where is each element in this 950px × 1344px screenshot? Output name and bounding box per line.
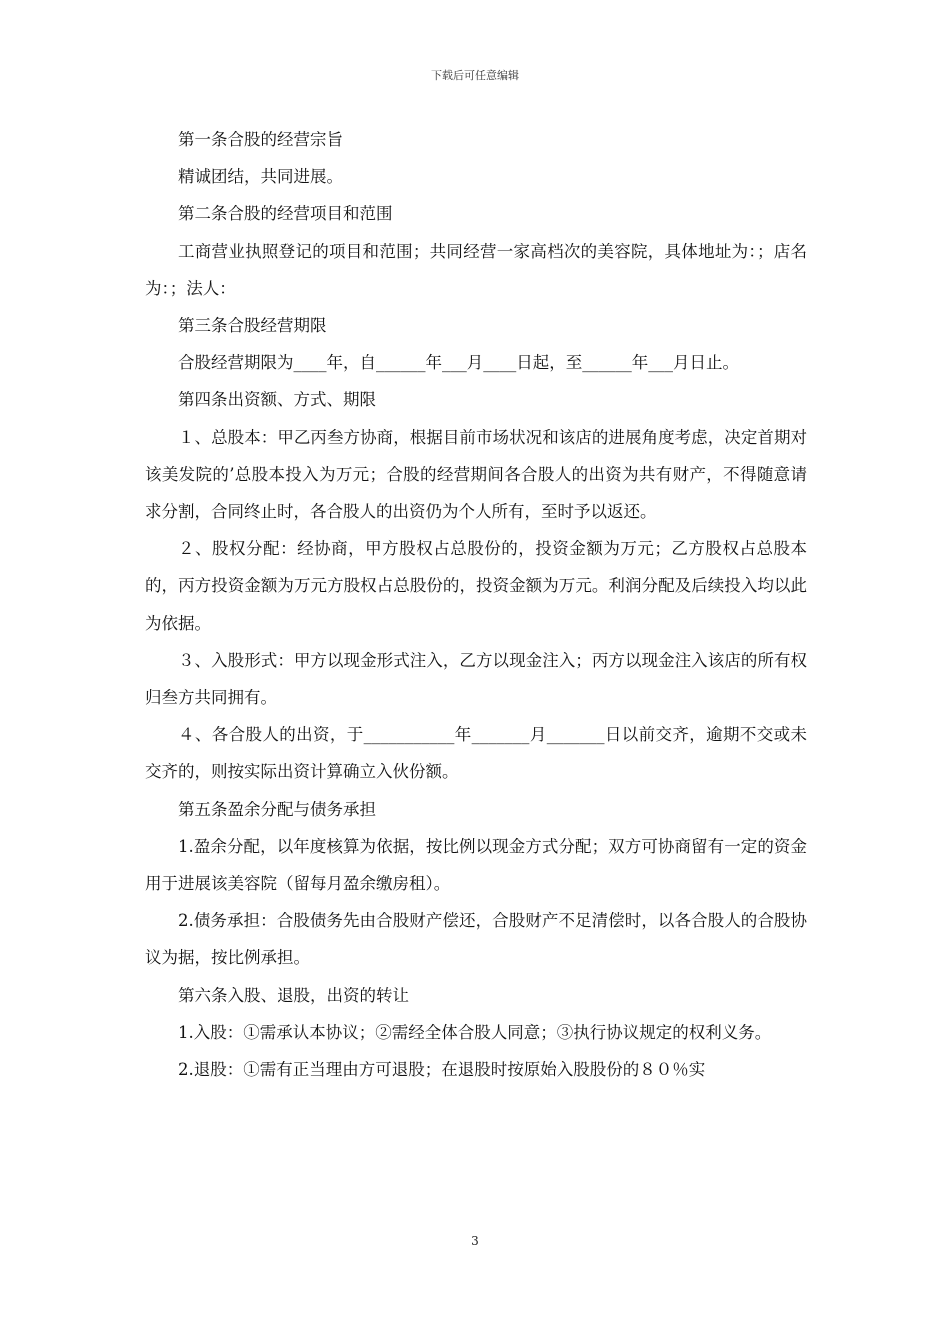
article-2-heading: 第二条合股的经营项目和范围	[178, 204, 393, 224]
article-4-heading: 第四条出资额、方式、期限	[178, 390, 376, 410]
article-4-item-3: ３、入股形式：甲方以现金形式注入，乙方以现金注入；丙方以现金注入该店的所有权归叁方共同拥有。	[145, 650, 807, 708]
page-header: 下载后可任意编辑	[431, 69, 519, 82]
article-5-item-2: 2.债务承担：合股债务先由合股财产偿还，合股财产不足清偿时，以各合股人的合股协议为据，按比例承担。	[145, 911, 807, 968]
document-body	[145, 121, 807, 1088]
article-6-item-1: 1.入股：①需承认本协议；②需经全体合股人同意；③执行协议规定的权利义务。	[178, 1022, 772, 1042]
article-3-text: 合股经营期限为____年，自______年___月____日起，至______年___月日止。	[178, 353, 739, 373]
article-1-heading: 第一条合股的经营宗旨	[178, 130, 343, 149]
article-5-heading: 第五条盈余分配与债务承担	[178, 799, 376, 819]
article-6-heading: 第六条入股、退股，出资的转让	[178, 985, 409, 1005]
article-2-text: 工商营业执照登记的项目和范围；共同经营一家高档次的美容院，具体地址为：；店名为：；法人：	[145, 241, 807, 298]
article-4-item-4: ４、各合股人的出资，于___________年_______月_______日以前交齐，逾期不交或未交齐的，则按实际出资计算确立入伙份额。	[145, 725, 807, 782]
article-4-item-2: ２、股权分配：经协商，甲方股权占总股份的，投资金额为万元；乙方股权占总股本的，丙方投资金额为万元方股权占总股份的，投资金额为万元。利润分配及后续投入均以此为依据。	[145, 539, 807, 633]
article-3-heading: 第三条合股经营期限	[178, 316, 327, 336]
article-1-text: 精诚团结，共同进展。	[178, 167, 343, 187]
page-number: 3	[471, 1234, 479, 1248]
article-5-item-1: 1.盈余分配，以年度核算为依据，按比例以现金方式分配；双方可协商留有一定的资金用于进展该美容院（留每月盈余缴房租）。	[145, 836, 807, 894]
article-6-item-2: 2.退股：①需有正当理由方可退股；在退股时按原始入股股份的８０％实	[178, 1060, 706, 1080]
article-4-item-1: １、总股本：甲乙丙叁方协商，根据目前市场状况和该店的进展角度考虑，决定首期对该美发院的’总股本投入为万元；合股的经营期间各合股人的出资为共有财产，不得随意请求分割，合同终止时，各合股人的出资仍为个人所有，至时予以返还。	[145, 427, 807, 522]
